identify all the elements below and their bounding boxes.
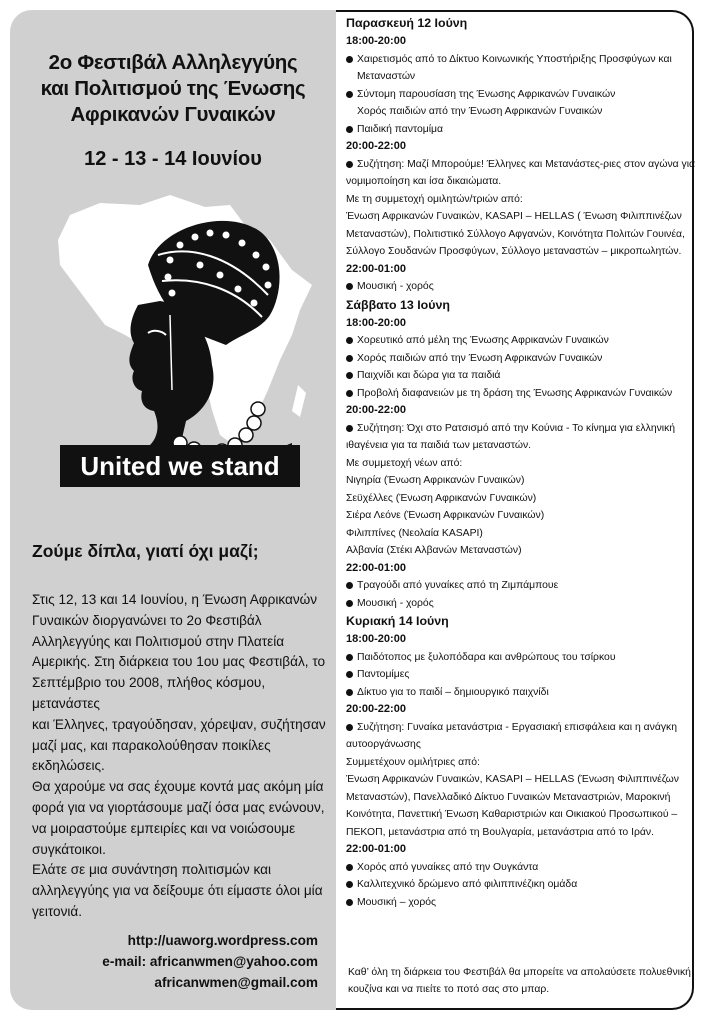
bullet-icon: [346, 337, 353, 344]
madagascar-shape: [292, 385, 306, 417]
event-text: Σάββατο 13 Ιούνη: [346, 297, 450, 312]
body-line: και Έλληνες, τραγούδησαν, χόρεψαν, συζήτησαν: [32, 716, 326, 732]
event-text: Χορευτικό από μέλη της Ένωσης Αφρικανών Γυναικών: [357, 335, 609, 346]
body-line: μαζί μας, και παρακολούθησαν ποικίλες: [32, 737, 271, 753]
event-text: Παιδότοπος με ξυλοπόδαρα και ανθρώπους του τσίρκου: [357, 651, 616, 663]
contact-info: [102, 930, 318, 993]
event-detail: [346, 507, 692, 525]
event-detail: [346, 754, 692, 772]
festival-dates: 12 - 13 - 14 Ιουνίου: [84, 148, 262, 170]
event-text: 22:00-01:00: [346, 843, 406, 855]
event-item: [346, 121, 692, 139]
event-text: ιθαγένεια για τα παιδιά των μεταναστών.: [346, 440, 532, 451]
event-text: Αλβανία (Στέκι Αλβανών Μεταναστών): [346, 545, 522, 556]
event-text: Προβολή διαφανειών με τη δράση της Ένωσης Αφρικανών Γυναικών: [357, 387, 673, 399]
event-text: Παρασκευή 12 Ιούνη: [346, 16, 468, 30]
event-item: [346, 385, 692, 403]
event-continuation: [346, 68, 692, 86]
event-text: Σύντομη παρουσίαση της Ένωσης Αφρικανών Γυναικών: [357, 88, 616, 100]
event-continuation: [346, 103, 692, 121]
bullet-icon: [346, 724, 353, 731]
event-detail: [346, 771, 692, 789]
event-detail: [346, 525, 692, 543]
event-item: [346, 684, 692, 702]
event-text: Χαιρετισμός από το Δίκτυο Κοινωνικής Υποστήριξης Προσφύγων και: [357, 53, 672, 65]
subheading: Ζούμε δίπλα, γιατί όχι μαζί;: [32, 541, 259, 561]
bullet-icon: [346, 425, 353, 432]
time-slot: [346, 315, 692, 333]
event-item: [346, 666, 692, 684]
footer-line: Καθ’ όλη τη διάρκεια του Φεστιβάλ θα μπορείτε να απολαύσετε πολυεθνική: [348, 967, 691, 978]
event-item: [346, 156, 696, 174]
event-text: Σύλλογο Σουδανών Προσφύγων, Σύλλογο μεταναστών – μικροπωλητών.: [346, 246, 682, 257]
day-heading: [346, 296, 692, 315]
body-line: φορά για να γιορτάσουμε μαζί όσα μας ενώνουν,: [32, 799, 325, 815]
event-text: Κοινότητα, Πανεττική Ένωση Καθαριστριών και Οικιακού Προσωπικού –: [346, 809, 678, 820]
festival-title: [10, 50, 336, 128]
event-text: 20:00-22:00: [346, 703, 406, 715]
event-item: [346, 86, 692, 104]
bullet-icon: [346, 689, 353, 696]
event-text: 18:00-20:00: [346, 633, 406, 645]
schedule-list: [346, 14, 696, 911]
event-detail: [346, 243, 692, 261]
event-detail: [346, 173, 692, 191]
day-heading: [346, 14, 692, 33]
event-item: [346, 876, 692, 894]
event-text: Σιέρα Λεόνε (Ένωση Αφρικανών Γυναικών): [346, 510, 545, 521]
bullet-icon: [346, 654, 353, 661]
event-item: [346, 595, 692, 613]
event-text: Μεταναστών), Πανελλαδικό Δίκτυο Γυναικών Μεταναστριών, Μαροκινή: [346, 791, 671, 803]
intro-text: [32, 590, 332, 923]
event-text: Παντομίμες: [357, 669, 410, 680]
event-text: Μουσική - χορός: [357, 597, 434, 609]
time-slot: [346, 701, 692, 719]
event-item: [346, 51, 692, 69]
event-detail: [346, 806, 692, 824]
event-detail: [346, 437, 692, 455]
body-line: Αμερικής. Στη διάρκεια του 1ου μας Φεστιβάλ, το: [32, 654, 326, 670]
event-text: Παιχνίδι και δώρα για τα παιδιά: [357, 370, 501, 381]
event-item: [346, 894, 692, 912]
bullet-icon: [346, 283, 353, 290]
event-item: [346, 420, 692, 438]
event-item: [346, 350, 692, 368]
time-slot: [346, 560, 692, 578]
body-line: Αλληλεγγύης και Πολιτισμού στην Πλατεία: [32, 633, 285, 649]
event-detail: [346, 736, 692, 754]
event-text: Συζήτηση: Γυναίκα μετανάστρια - Εργασιακή επισφάλεια και η ανάγκη: [357, 721, 678, 733]
event-text: 22:00-01:00: [346, 561, 406, 574]
time-slot: [346, 33, 692, 51]
event-text: Καλλιτεχνικό δρώμενο από φιλιππινέζικη ομάδα: [357, 879, 578, 890]
bullet-icon: [346, 600, 353, 607]
united-banner: United we stand: [60, 445, 300, 487]
event-text: νομιμοποίηση και ίσα δικαιώματα.: [346, 176, 502, 187]
footer-line: κουζίνα και να πιείτε το ποτό σας στο μπαρ.: [348, 984, 550, 995]
bullet-icon: [346, 671, 353, 678]
event-detail: [346, 191, 692, 209]
title-line: Αφρικανών Γυναικών: [70, 103, 276, 126]
email-link[interactable]: e-mail: africanwmen@yahoo.com: [102, 954, 318, 969]
event-text: Σεϋχέλλες (Ένωση Αφρικανών Γυναικών): [346, 492, 537, 504]
body-line: Ελάτε σε μια συνάντηση πολιτισμών και: [32, 862, 271, 878]
event-text: Χορός από γυναίκες από την Ουγκάντα: [357, 861, 539, 873]
event-text: 20:00-22:00: [346, 140, 406, 152]
event-text: Νιγηρία (Ένωση Αφρικανών Γυναικών): [346, 475, 525, 486]
event-text: 18:00-20:00: [346, 35, 406, 47]
event-text: Δίκτυο για το παιδί – δημιουργικό παιχνίδι: [357, 686, 549, 698]
event-text: Με τη συμμετοχή ομιλητών/τριών από:: [346, 193, 523, 205]
event-item: [346, 859, 692, 877]
event-text: Μεταναστών: [357, 71, 416, 82]
event-detail: [346, 226, 692, 244]
body-line: να μοιραστούμε εμπειρίες και να νοιώσουμε: [32, 820, 296, 836]
body-line: συγκάτοικοι.: [32, 841, 106, 857]
event-item: [346, 719, 692, 737]
event-detail: [346, 789, 692, 807]
event-text: Παιδική παντομίμα: [357, 123, 444, 135]
schedule-footer: [348, 964, 691, 998]
event-detail: [346, 542, 692, 560]
time-slot: [346, 841, 692, 859]
bullet-icon: [346, 56, 353, 63]
body-line: Γυναικών διοργανώνει το 2ο Φεστιβάλ: [32, 612, 262, 628]
event-text: Χορός παιδιών από την Ένωση Αφρικανών Γυναικών: [357, 352, 603, 364]
event-item: [346, 577, 692, 595]
body-line: Σεπτέμβριο του 2008, πλήθος κόσμου, μετανάστες: [32, 675, 266, 711]
event-text: Τραγούδι από γυναίκες από τη Ζιμπάμπουε: [357, 580, 559, 591]
website-link[interactable]: http://uaworg.wordpress.com: [127, 933, 318, 948]
event-text: 18:00-20:00: [346, 316, 406, 329]
event-text: Συζήτηση: Όχι στο Ρατσισμό από την Κούνια - Το κίνημα για ελληνική: [357, 422, 676, 434]
event-text: Ένωση Αφρικανών Γυναικών, KASAPI – HELLAS ( Ένωση Φιλιππινέζων: [346, 211, 682, 222]
event-text: Φιλιππίνες (Νεολαία KASAPI): [346, 527, 483, 539]
body-line: Θα χαρούμε να σας έχουμε κοντά μας ακόμη μία: [32, 779, 324, 795]
body-line: Στις 12, 13 και 14 Ιουνίου, η Ένωση Αφρικανών: [32, 592, 318, 607]
event-text: Μεταναστών), Πολιτιστικό Σύλλογο Αφγανών, Κοινότητα Πολιτών Γουινέα,: [346, 228, 685, 240]
bullet-icon: [346, 582, 353, 589]
body-line: γειτονιά.: [32, 903, 83, 919]
title-line: και Πολιτισμού της Ένωσης: [40, 77, 306, 100]
event-text: αυτοοργάνωσης: [346, 739, 421, 750]
event-item: [346, 649, 692, 667]
time-slot: [346, 261, 692, 279]
bullet-icon: [346, 126, 353, 133]
bullet-icon: [346, 91, 353, 98]
event-text: Με συμμετοχή νέων από:: [346, 457, 463, 469]
event-text: Συμμετέχουν ομιλήτριες από:: [346, 756, 480, 768]
event-detail: [346, 824, 692, 842]
event-text: ΠΕΚΟΠ, μετανάστρια από τη Βουλγαρία, μετανάστρια από το Ιράν.: [346, 826, 654, 838]
bullet-icon: [346, 390, 353, 397]
time-slot: [346, 402, 692, 420]
event-item: [346, 332, 692, 350]
event-text: Συζήτηση: Μαζί Μπορούμε! Έλληνες και Μετανάστες-ριες στον αγώνα για: [357, 158, 696, 170]
event-detail: [346, 208, 692, 226]
event-detail: [346, 490, 692, 508]
event-detail: [346, 455, 692, 473]
event-text: Κυριακή 14 Ιούνη: [346, 614, 449, 628]
body-line: εκδηλώσεις.: [32, 758, 105, 774]
event-item: [346, 278, 692, 296]
body-line: αλληλεγγύης για να δείξουμε ότι είμαστε όλοι μία: [32, 883, 323, 899]
time-slot: [346, 138, 692, 156]
event-item: [346, 367, 692, 385]
event-text: Μουσική – χορός: [357, 896, 437, 908]
bullet-icon: [346, 372, 353, 379]
bullet-icon: [346, 864, 353, 871]
event-text: 20:00-22:00: [346, 404, 406, 416]
day-heading: [346, 612, 692, 631]
event-text: Ένωση Αφρικανών Γυναικών, KASAPI – HELLAS (Ένωση Φιλιππινέζων: [346, 774, 679, 785]
email-link-2[interactable]: africanwmen@gmail.com: [154, 975, 318, 990]
bullet-icon: [346, 899, 353, 906]
time-slot: [346, 631, 692, 649]
event-detail: [346, 472, 692, 490]
event-text: 22:00-01:00: [346, 262, 406, 275]
bullet-icon: [346, 161, 353, 168]
bullet-icon: [346, 355, 353, 362]
title-line: 2ο Φεστιβάλ Αλληλεγγύης: [48, 51, 298, 74]
event-text: Χορός παιδιών από την Ένωση Αφρικανών Γυναικών: [357, 106, 603, 117]
event-text: Μουσική - χορός: [357, 281, 434, 292]
bullet-icon: [346, 881, 353, 888]
